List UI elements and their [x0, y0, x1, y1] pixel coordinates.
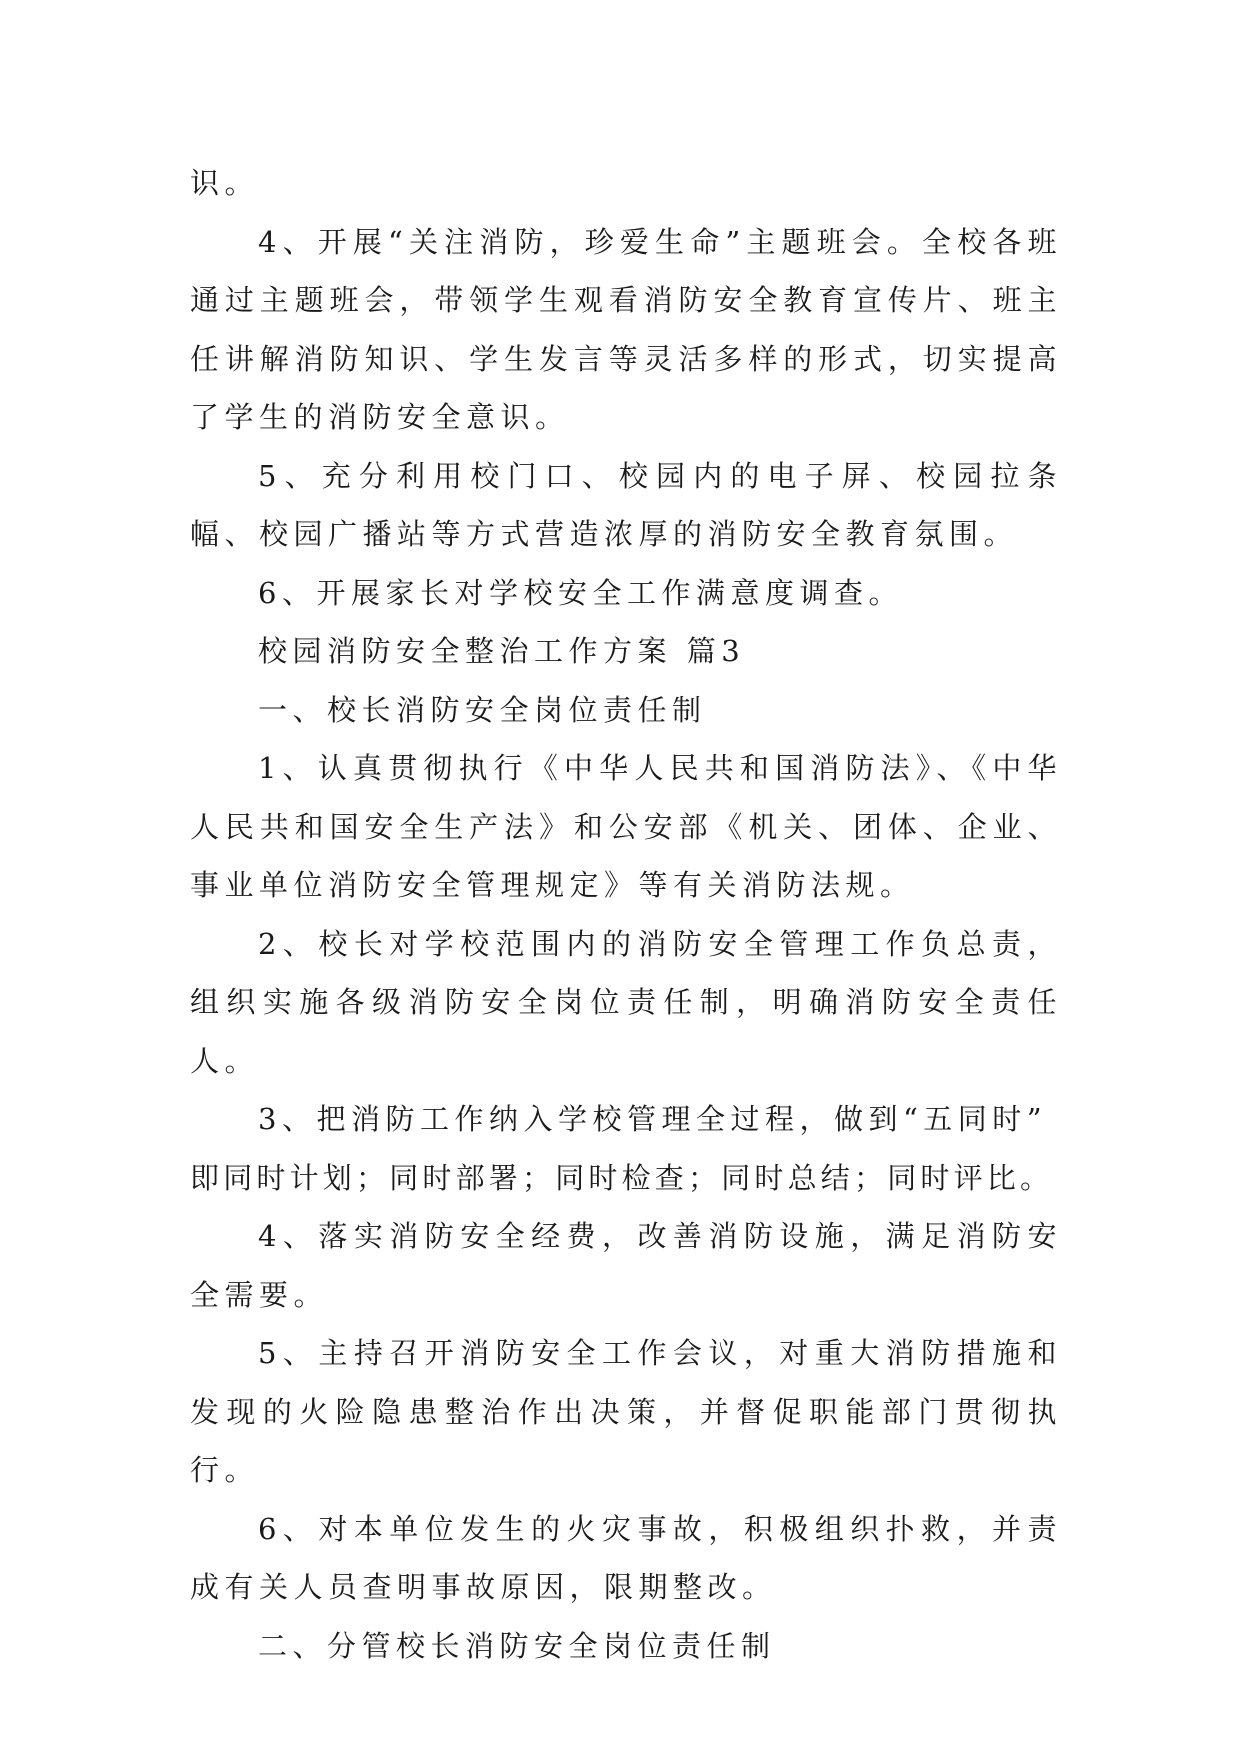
paragraph-duty-3: 3、把消防工作纳入学校管理全过程，做到“五同时” — [258, 1102, 1048, 1136]
paragraph-duty-2: 2、校长对学校范围内的消防安全管理工作负总责，组织实施各级消防安全岗位责任制，明确消防安全责任人。 — [190, 926, 1062, 1078]
paragraph-item-4-theme-class-meeting: 4、开展“关注消防，珍爱生命”主题班会。全校各班通过主题班会，带领学生观看消防安全教育宣传片、班主任讲解消防知识、学生发言等灵活多样的形式，切实提高了学生的消防安全意识。 — [190, 224, 1062, 434]
paragraph-duty-1: 1、认真贯彻执行《中华人民共和国消防法》、《中华人民共和国安全生产法》和公安部《机关、团体、企业、事业单位消防安全管理规定》等有关消防法规。 — [190, 751, 1062, 902]
paragraph-duty-3-continuation: 即同时计划；同时部署；同时检查；同时总结；同时评比。 — [190, 1160, 1054, 1195]
paragraph-duty-5: 5、主持召开消防安全工作会议，对重大消防措施和发现的火险隐患整治作出决策，并督促职能部门贯彻执行。 — [190, 1336, 1062, 1487]
subsection-heading-vice-principal: 二、分管校长消防安全岗位责任制 — [258, 1628, 776, 1663]
paragraph-continuation: 识。 — [190, 166, 260, 200]
paragraph-item-6-parent-survey: 6、开展家长对学校安全工作满意度调查。 — [258, 575, 903, 610]
paragraph-duty-6: 6、对本单位发生的火灾事故，积极组织扑救，并责成有关人员查明事故原因，限期整改。 — [190, 1511, 1062, 1604]
subsection-heading-principal: 一、校长消防安全岗位责任制 — [258, 692, 707, 727]
paragraph-duty-4: 4、落实消防安全经费，改善消防设施，满足消防安全需要。 — [190, 1219, 1062, 1312]
document-body — [190, 154, 1062, 1675]
section-title: 校园消防安全整治工作方案 篇3 — [258, 634, 746, 668]
paragraph-item-5-publicity: 5、充分利用校门口、校园内的电子屏、校园拉条幅、校园广播站等方式营造浓厚的消防安全教育氛围。 — [190, 458, 1062, 551]
